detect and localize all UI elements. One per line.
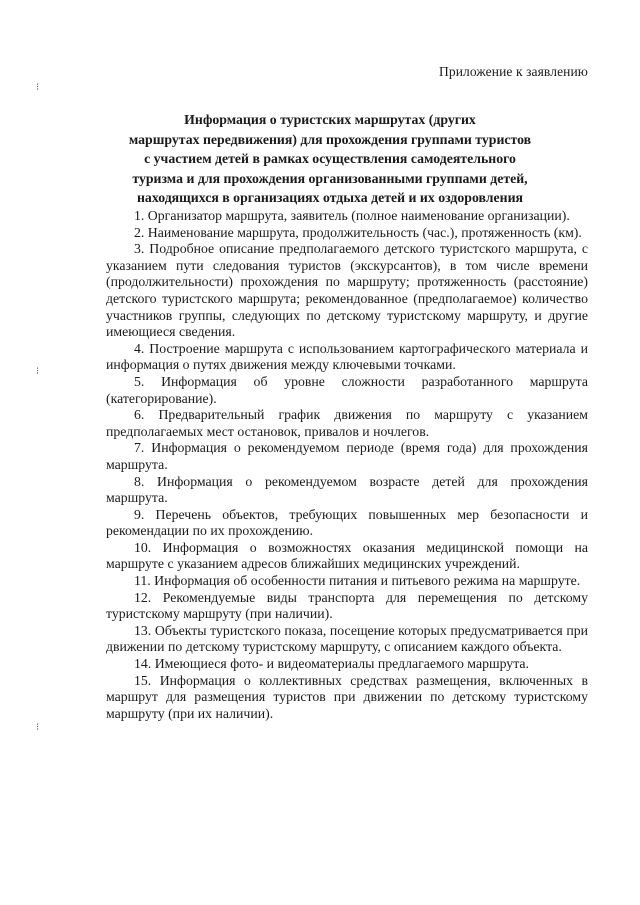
list-item-4: 4. Построение маршрута с использованием картографического материала и информация о путях движения между ключевыми точками.	[106, 340, 588, 373]
list-item-11: 11. Информация об особенности питания и питьевого режима на маршруте.	[134, 573, 581, 589]
list-item-6: 6. Предварительный график движения по маршруту с указанием предполагаемых мест остановок, привалов и ночлегов.	[106, 407, 588, 439]
list-item-9: 9. Перечень объектов, требующих повышенных мер безопасности и рекомендации по их прохождению.	[106, 506, 588, 539]
appendix-label: Приложение к заявлению	[439, 64, 588, 79]
list-item-1: 1. Организатор маршрута, заявитель (полное наименование организации).	[134, 208, 570, 223]
title-line: туризма и для прохождения организованными группами детей,	[132, 170, 528, 186]
list-item-12: 12. Рекомендуемые виды транспорта для перемещения по детскому туристскому маршруту (при наличии).	[106, 589, 588, 622]
list-item-3: 3. Подробное описание предполагаемого детского туристского маршрута, с указанием пути следования туристов (экскурсантов), в том числе времени (продолжительности) прохождения по маршруту; протяженность (расстояние) детского туристского маршрута; рекомендованное (предполагаемое) количество участников группы, следующих по детскому туристскому маршруту, и другие имеющиеся сведения.	[106, 241, 588, 340]
list-item-15: 15. Информация о коллективных средствах размещения, включенных в маршрут для размещения туристов при движении по детскому туристскому маршруту (при их наличии).	[106, 672, 588, 721]
list-item-8: 8. Информация о рекомендуемом возрасте детей для прохождения маршрута.	[106, 473, 588, 506]
title-line: с участием детей в рамках осуществления самодеятельного	[144, 151, 516, 166]
document-body	[106, 208, 588, 722]
list-item-13: 13. Объекты туристского показа, посещение которых предусматривается при движении по детскому туристскому маршруту, с описанием каждого объекта.	[106, 622, 588, 655]
list-item-2: 2. Наименование маршрута, продолжительность (час.), протяженность (км).	[134, 224, 582, 240]
scan-mark: ⁝	[36, 82, 40, 93]
list-item-7: 7. Информация о рекомендуемом периоде (время года) для прохождения маршрута.	[106, 440, 588, 472]
title-line: маршрутах передвижения) для прохождения группами туристов	[128, 131, 532, 147]
list-item-10: 10. Информация о возможностях оказания медицинской помощи на маршруте с указанием адресов ближайших медицинских учреждений.	[106, 539, 588, 572]
list-item-5: 5. Информация об уровне сложности разработанного маршрута (категорирование).	[106, 373, 588, 406]
document-title	[100, 110, 560, 208]
title-line: Информация о туристских маршрутах (других	[184, 112, 476, 127]
scan-mark: ⁝	[36, 366, 40, 377]
scan-mark: ⁝	[36, 722, 40, 733]
title-line: находящихся в организациях отдыха детей и их оздоровления	[136, 190, 523, 205]
list-item-14: 14. Имеющиеся фото- и видеоматериалы предлагаемого маршрута.	[134, 656, 529, 672]
